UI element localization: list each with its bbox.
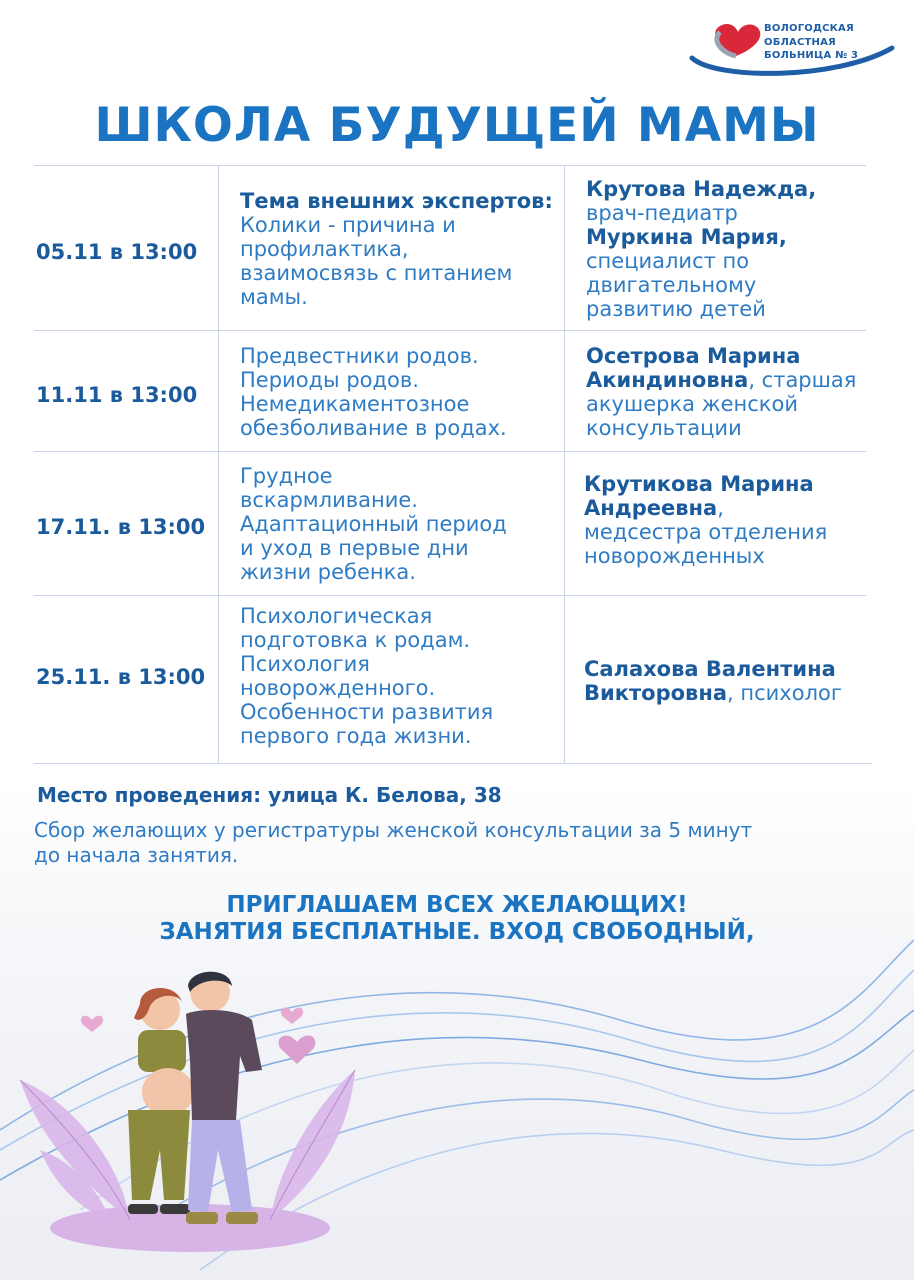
gathering-note: Сбор желающих у регистратуры женской консультации за 5 минут до начала занятия. — [34, 818, 753, 867]
session-speaker: Осетрова Марина Акиндиновна, старшая акушерка женской консультации — [586, 344, 857, 440]
session-date: 05.11 в 13:00 — [36, 240, 198, 264]
session-date: 11.11 в 13:00 — [36, 383, 198, 407]
invitation-text: ПРИГЛАШАЕМ ВСЕХ ЖЕЛАЮЩИХ! ЗАНЯТИЯ БЕСПЛАТНЫЕ. ВХОД СВОБОДНЫЙ, — [159, 892, 755, 945]
session-topic: Тема внешних экспертов: Колики - причина и профилактика, взаимосвязь с питанием мамы. — [240, 189, 553, 309]
venue-address: Место проведения: улица К. Белова, 38 — [37, 783, 502, 807]
session-topic: Грудное вскармливание. Адаптационный период и уход в первые дни жизни ребенка. — [240, 464, 507, 584]
page-title: ШКОЛА БУДУЩЕЙ МАМЫ — [94, 98, 820, 153]
session-topic: Психологическая подготовка к родам. Психология новорожденного. Особенности развития первого года жизни. — [240, 604, 494, 748]
hospital-logo-text: ВОЛОГОДСКАЯ ОБЛАСТНАЯ БОЛЬНИЦА № 3 — [764, 23, 859, 61]
session-date: 17.11. в 13:00 — [36, 515, 206, 539]
session-topic: Предвестники родов. Периоды родов. Немедикаментозное обезболивание в родах. — [240, 344, 507, 440]
couple-illustration — [0, 960, 914, 1280]
session-speaker: Крутикова Марина Андреевна, медсестра отделения новорожденных — [584, 472, 828, 568]
session-speaker: Салахова Валентина Викторовна, психолог — [584, 657, 842, 705]
session-date: 25.11. в 13:00 — [36, 665, 206, 689]
session-speaker: Крутова Надежда, врач-педиатр Муркина Мария, специалист по двигательному развитию детей — [586, 177, 817, 321]
